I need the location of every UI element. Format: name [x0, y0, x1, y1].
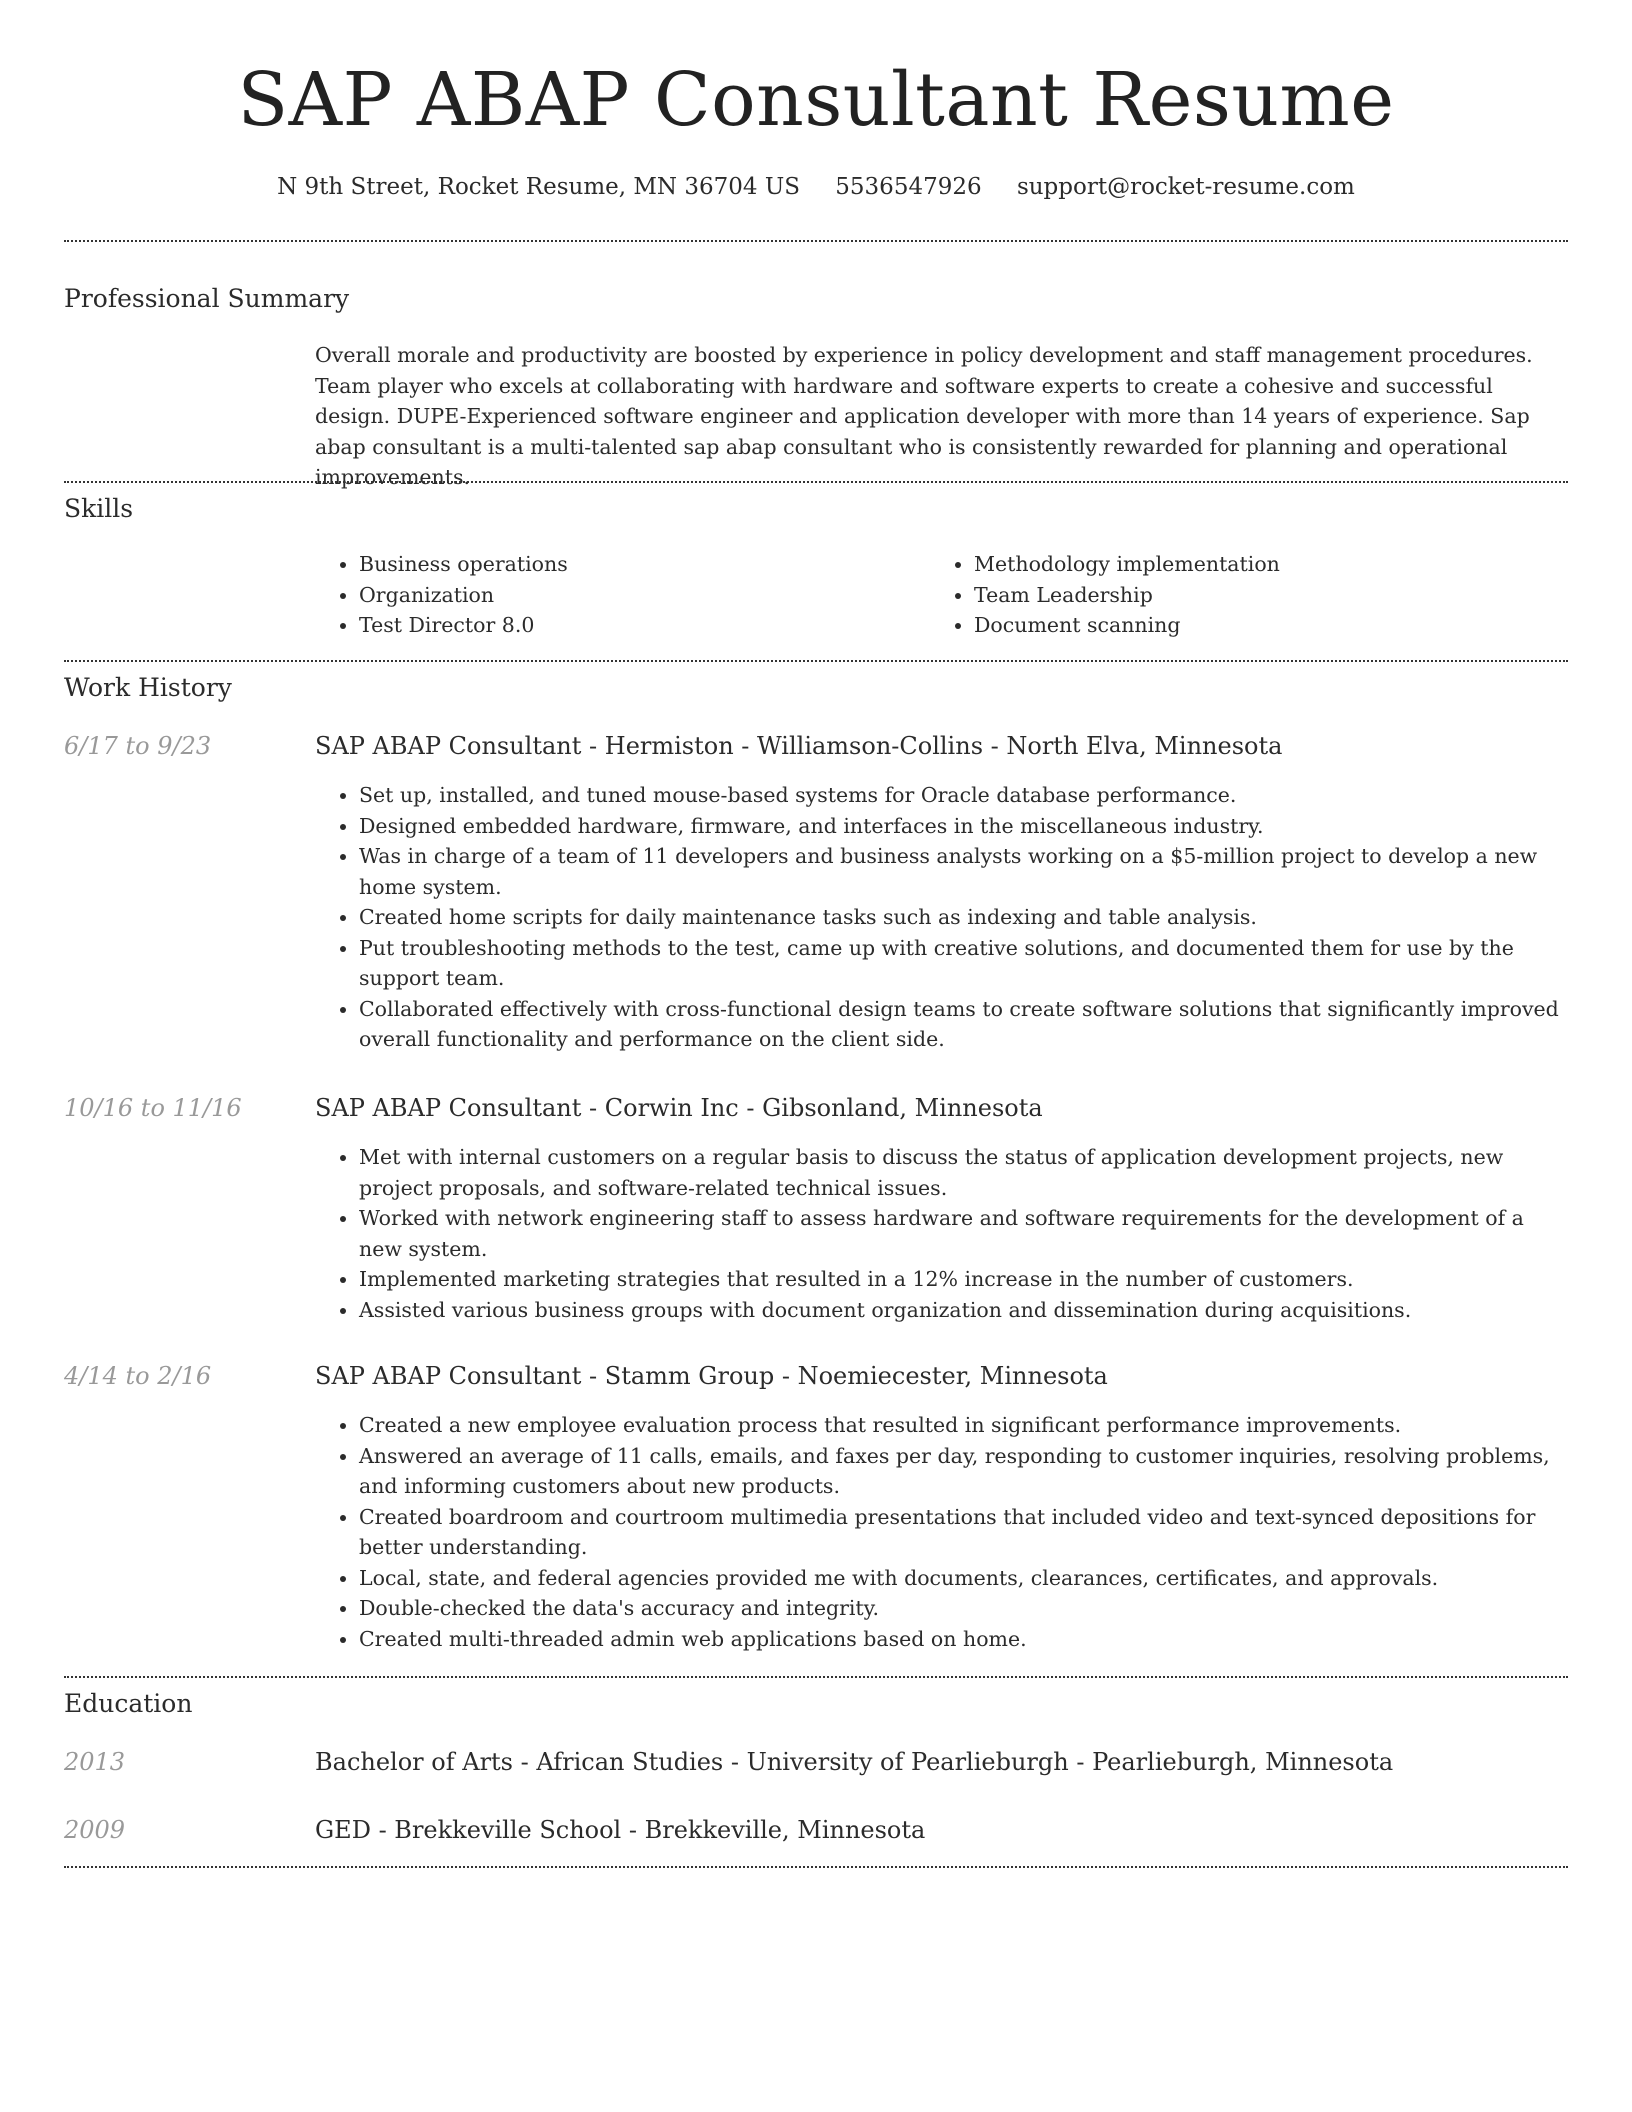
job-bullet: • Implemented marketing strategies that resulted in a 12% increase in the number of customers.	[359, 1264, 1568, 1295]
address-text: N 9th Street, Rocket Resume, MN 36704 US	[277, 174, 800, 200]
skill-item: • Methodology implementation	[974, 549, 1490, 580]
education-entry: Bachelor of Arts - African Studies - University of Pearlieburgh - Pearlieburgh, Minnesota	[315, 1748, 1394, 1776]
divider	[64, 240, 1568, 242]
divider	[64, 1866, 1568, 1868]
skills-list-left	[315, 549, 875, 641]
skill-item: • Organization	[359, 580, 875, 611]
job-bullet: • Double-checked the data's accuracy and integrity.	[359, 1593, 1568, 1624]
job-bullet: • Created a new employee evaluation process that resulted in significant performance improvements.	[359, 1410, 1568, 1441]
contact-line	[64, 172, 1568, 202]
skill-item: • Team Leadership	[974, 580, 1490, 611]
summary-heading: Professional Summary	[64, 284, 350, 313]
work-heading: Work History	[64, 673, 232, 702]
job-title: SAP ABAP Consultant - Stamm Group - Noemiecester, Minnesota	[315, 1362, 1108, 1390]
job-bullet: • Collaborated effectively with cross-functional design teams to create software solutions that significantly improved overall functionality and performance on the client side.	[359, 994, 1568, 1055]
job-bullet: • Created boardroom and courtroom multimedia presentations that included video and text-synced depositions for better understanding.	[359, 1502, 1568, 1563]
job-bullet: • Put troubleshooting methods to the test, came up with creative solutions, and documented them for use by the support team.	[359, 933, 1568, 994]
skill-item: • Business operations	[359, 549, 875, 580]
job-bullet: • Worked with network engineering staff to assess hardware and software requirements for the development of a new system.	[359, 1203, 1568, 1264]
resume-page	[64, 0, 1568, 1844]
education-entry: GED - Brekkeville School - Brekkeville, Minnesota	[315, 1816, 926, 1844]
divider	[64, 481, 1568, 483]
job-dates: 10/16 to 11/16	[64, 1094, 242, 1122]
job-dates: 6/17 to 9/23	[64, 732, 212, 760]
education-year: 2013	[64, 1748, 126, 1776]
skill-item: • Document scanning	[974, 610, 1490, 641]
phone-text: 5536547926	[835, 174, 982, 200]
job-bullet: • Met with internal customers on a regular basis to discuss the status of application development projects, new project proposals, and software-related technical issues.	[359, 1142, 1568, 1203]
job-bullet: • Created home scripts for daily maintenance tasks such as indexing and table analysis.	[359, 902, 1568, 933]
education-heading: Education	[64, 1689, 193, 1718]
job-bullet: • Was in charge of a team of 11 developers and business analysts working on a $5-million project to develop a new home system.	[359, 841, 1568, 902]
job-bullet: • Answered an average of 11 calls, emails, and faxes per day, responding to customer inquiries, resolving problems, and informing customers about new products.	[359, 1441, 1568, 1502]
job-title: SAP ABAP Consultant - Corwin Inc - Gibsonland, Minnesota	[315, 1094, 1043, 1122]
job-bullet: • Created multi-threaded admin web applications based on home.	[359, 1624, 1568, 1655]
job-bullet: • Designed embedded hardware, firmware, and interfaces in the miscellaneous industry.	[359, 811, 1568, 842]
education-year: 2009	[64, 1816, 126, 1844]
resume-title: SAP ABAP Consultant Resume	[237, 57, 1395, 143]
job-bullets	[315, 780, 1568, 1055]
divider	[64, 660, 1568, 662]
job-title: SAP ABAP Consultant - Hermiston - Williamson-Collins - North Elva, Minnesota	[315, 732, 1283, 760]
job-bullet: • Local, state, and federal agencies provided me with documents, clearances, certificates, and approvals.	[359, 1563, 1568, 1594]
skills-list-right	[930, 549, 1490, 641]
job-bullet: • Set up, installed, and tuned mouse-based systems for Oracle database performance.	[359, 780, 1568, 811]
email-link[interactable]: support@rocket-resume.com	[1016, 174, 1355, 200]
job-bullets	[315, 1142, 1568, 1325]
divider	[64, 1676, 1568, 1678]
job-dates: 4/14 to 2/16	[64, 1362, 212, 1390]
skills-heading: Skills	[64, 494, 134, 523]
skill-item: • Test Director 8.0	[359, 610, 875, 641]
summary-text: Overall morale and productivity are boosted by experience in policy development and staff management procedures. Team player who excels at collaborating with hardware and software experts to create a cohesive and successful design. DUPE-Experienced software engineer and application developer with more than 14 years of experience. Sap abap consultant is a multi-talented sap abap consultant who is consistently rewarded for planning and operational improvements.	[315, 343, 1533, 489]
job-bullets	[315, 1410, 1568, 1654]
job-bullet: • Assisted various business groups with document organization and dissemination during acquisitions.	[359, 1295, 1568, 1326]
